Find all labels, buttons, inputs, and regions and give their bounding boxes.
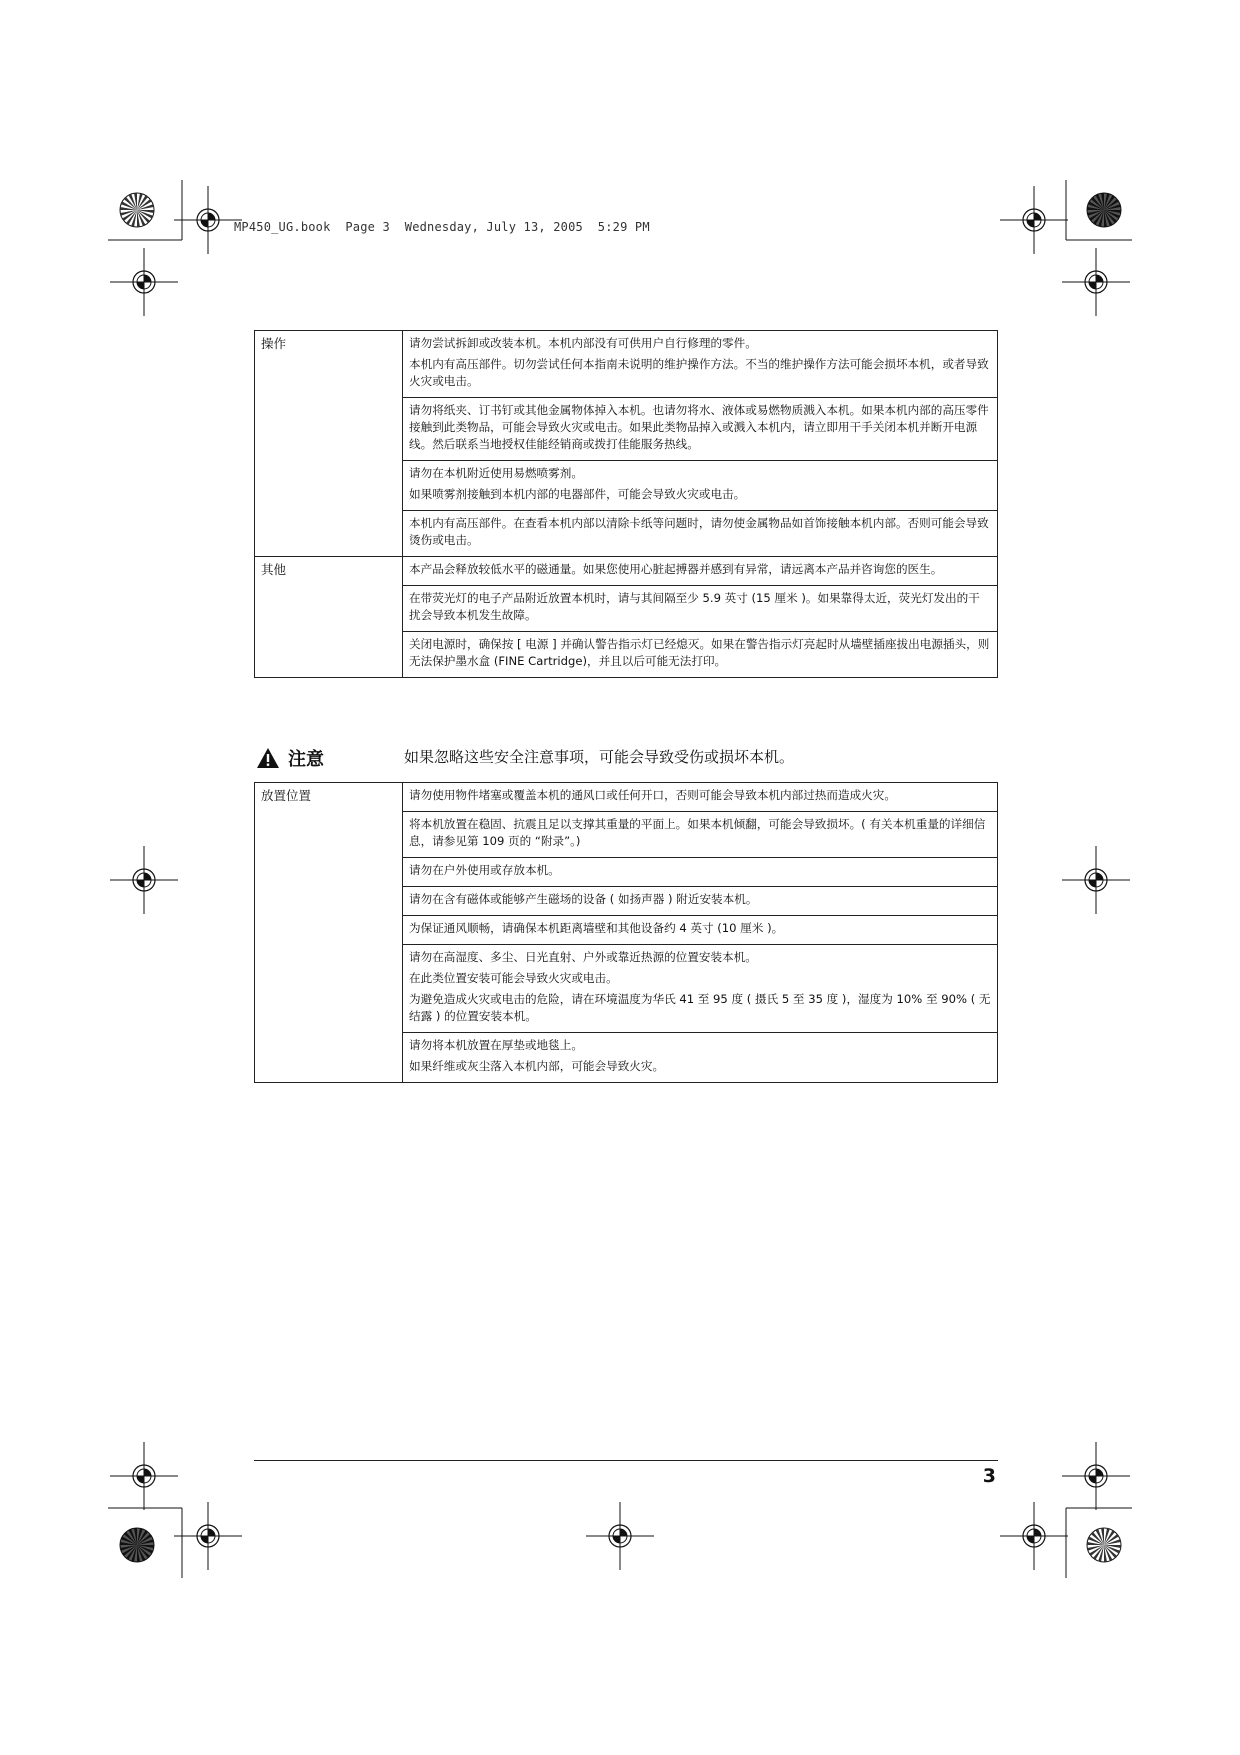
description-text: 本产品会释放较低水平的磁通量。如果您使用心脏起搏器并感到有异常，请远离本产品并咨询您的医生。 xyxy=(409,562,943,576)
description-text: 为避免造成火灾或电击的危险，请在环境温度为华氏 41 至 95 度 ( 摄氏 5 至 35 度 )，湿度为 10% 至 90% ( 无结露 ) 的位置安装本机。 xyxy=(409,992,991,1023)
table-row xyxy=(255,331,998,398)
description-cell xyxy=(403,511,998,557)
description-cell xyxy=(403,783,998,812)
registration-mark xyxy=(110,248,178,316)
description-text: 本机内有高压部件。切勿尝试任何本指南未说明的维护操作方法。不当的维护操作方法可能会损坏本机，或者导致火灾或电击。 xyxy=(409,357,989,388)
description-text: 请勿在高湿度、多尘、日光直射、户外或靠近热源的位置安装本机。 xyxy=(409,950,757,964)
description-text: 本机内有高压部件。在查看本机内部以清除卡纸等问题时，请勿使金属物品如首饰接触本机内部。否则可能会导致烫伤或电击。 xyxy=(409,516,989,547)
description-text: 请勿在含有磁体或能够产生磁场的设备 ( 如扬声器 ) 附近安装本机。 xyxy=(409,892,758,906)
description-text: 如果喷雾剂接触到本机内部的电器部件，可能会导致火灾或电击。 xyxy=(409,487,746,501)
description-cell xyxy=(403,557,998,586)
caution-table xyxy=(254,782,998,1083)
description-text: 在此类位置安装可能会导致火灾或电击。 xyxy=(409,971,618,985)
description-cell xyxy=(403,461,998,511)
category-cell: 其他 xyxy=(255,557,403,678)
category-cell: 操作 xyxy=(255,331,403,557)
caution-text: 如果忽略这些安全注意事项，可能会导致受伤或损坏本机。 xyxy=(404,748,795,766)
footer-rule xyxy=(254,1460,998,1461)
registration-mark xyxy=(1000,186,1068,254)
description-cell xyxy=(403,632,998,678)
star-target-mark xyxy=(1087,193,1121,227)
description-cell xyxy=(403,586,998,632)
table-row xyxy=(255,557,998,586)
description-text: 关闭电源时，确保按 [ 电源 ] 并确认警告指示灯已经熄灭。如果在警告指示灯亮起时从墙壁插座拔出电源插头，则无法保护墨水盒 (FINE Cartridge)，并且以后可能无法打印。 xyxy=(409,637,990,668)
registration-mark xyxy=(174,1502,242,1570)
registration-mark xyxy=(1062,846,1130,914)
star-target-mark xyxy=(1087,1528,1121,1562)
registration-mark xyxy=(1000,1502,1068,1570)
warning-triangle-icon xyxy=(256,747,280,769)
warning-table xyxy=(254,330,998,678)
page-number: 3 xyxy=(982,1465,996,1487)
registration-mark xyxy=(1062,248,1130,316)
file-info-header: MP450_UG.book Page 3 Wednesday, July 13, 2005 5:29 PM xyxy=(234,220,650,234)
registration-mark xyxy=(174,186,242,254)
description-text: 如果纤维或灰尘落入本机内部，可能会导致火灾。 xyxy=(409,1059,665,1073)
description-text: 为保证通风顺畅，请确保本机距离墙壁和其他设备约 4 英寸 (10 厘米 )。 xyxy=(409,921,784,935)
description-text: 请勿尝试拆卸或改装本机。本机内部没有可供用户自行修理的零件。 xyxy=(409,336,757,350)
registration-mark xyxy=(586,1502,654,1570)
description-cell xyxy=(403,1033,998,1083)
description-text: 将本机放置在稳固、抗震且足以支撑其重量的平面上。如果本机倾翻，可能会导致损坏。( 有关本机重量的详细信息，请参见第 109 页的 “附录”。) xyxy=(409,817,986,848)
description-cell xyxy=(403,812,998,858)
category-cell: 放置位置 xyxy=(255,783,403,1083)
description-text: 请勿将纸夹、订书钉或其他金属物体掉入本机。也请勿将水、液体或易燃物质溅入本机。如果本机内部的高压零件接触到此类物品，可能会导致火灾或电击。如果此类物品掉入或溅入本机内，请立即用干手关闭本机并断开电源线。然后联系当地授权佳能经销商或拨打佳能服务热线。 xyxy=(409,403,989,451)
description-cell xyxy=(403,945,998,1033)
caution-heading xyxy=(256,744,996,772)
caution-title: 注意 xyxy=(288,749,324,770)
description-cell xyxy=(403,916,998,945)
description-text: 请勿在本机附近使用易燃喷雾剂。 xyxy=(409,466,583,480)
table-row xyxy=(255,783,998,812)
description-text: 请勿在户外使用或存放本机。 xyxy=(409,863,560,877)
description-cell xyxy=(403,398,998,461)
registration-mark xyxy=(110,846,178,914)
star-target-mark xyxy=(120,193,154,227)
registration-mark xyxy=(1062,1442,1130,1510)
description-text: 请勿将本机放置在厚垫或地毯上。 xyxy=(409,1038,583,1052)
description-text: 请勿使用物件堵塞或覆盖本机的通风口或任何开口，否则可能会导致本机内部过热而造成火灾。 xyxy=(409,788,896,802)
star-target-mark xyxy=(120,1528,154,1562)
description-cell xyxy=(403,887,998,916)
description-text: 在带荧光灯的电子产品附近放置本机时，请与其间隔至少 5.9 英寸 (15 厘米 )。如果靠得太近，荧光灯发出的干扰会导致本机发生故障。 xyxy=(409,591,980,622)
registration-mark xyxy=(110,1442,178,1510)
description-cell xyxy=(403,331,998,398)
description-cell xyxy=(403,858,998,887)
